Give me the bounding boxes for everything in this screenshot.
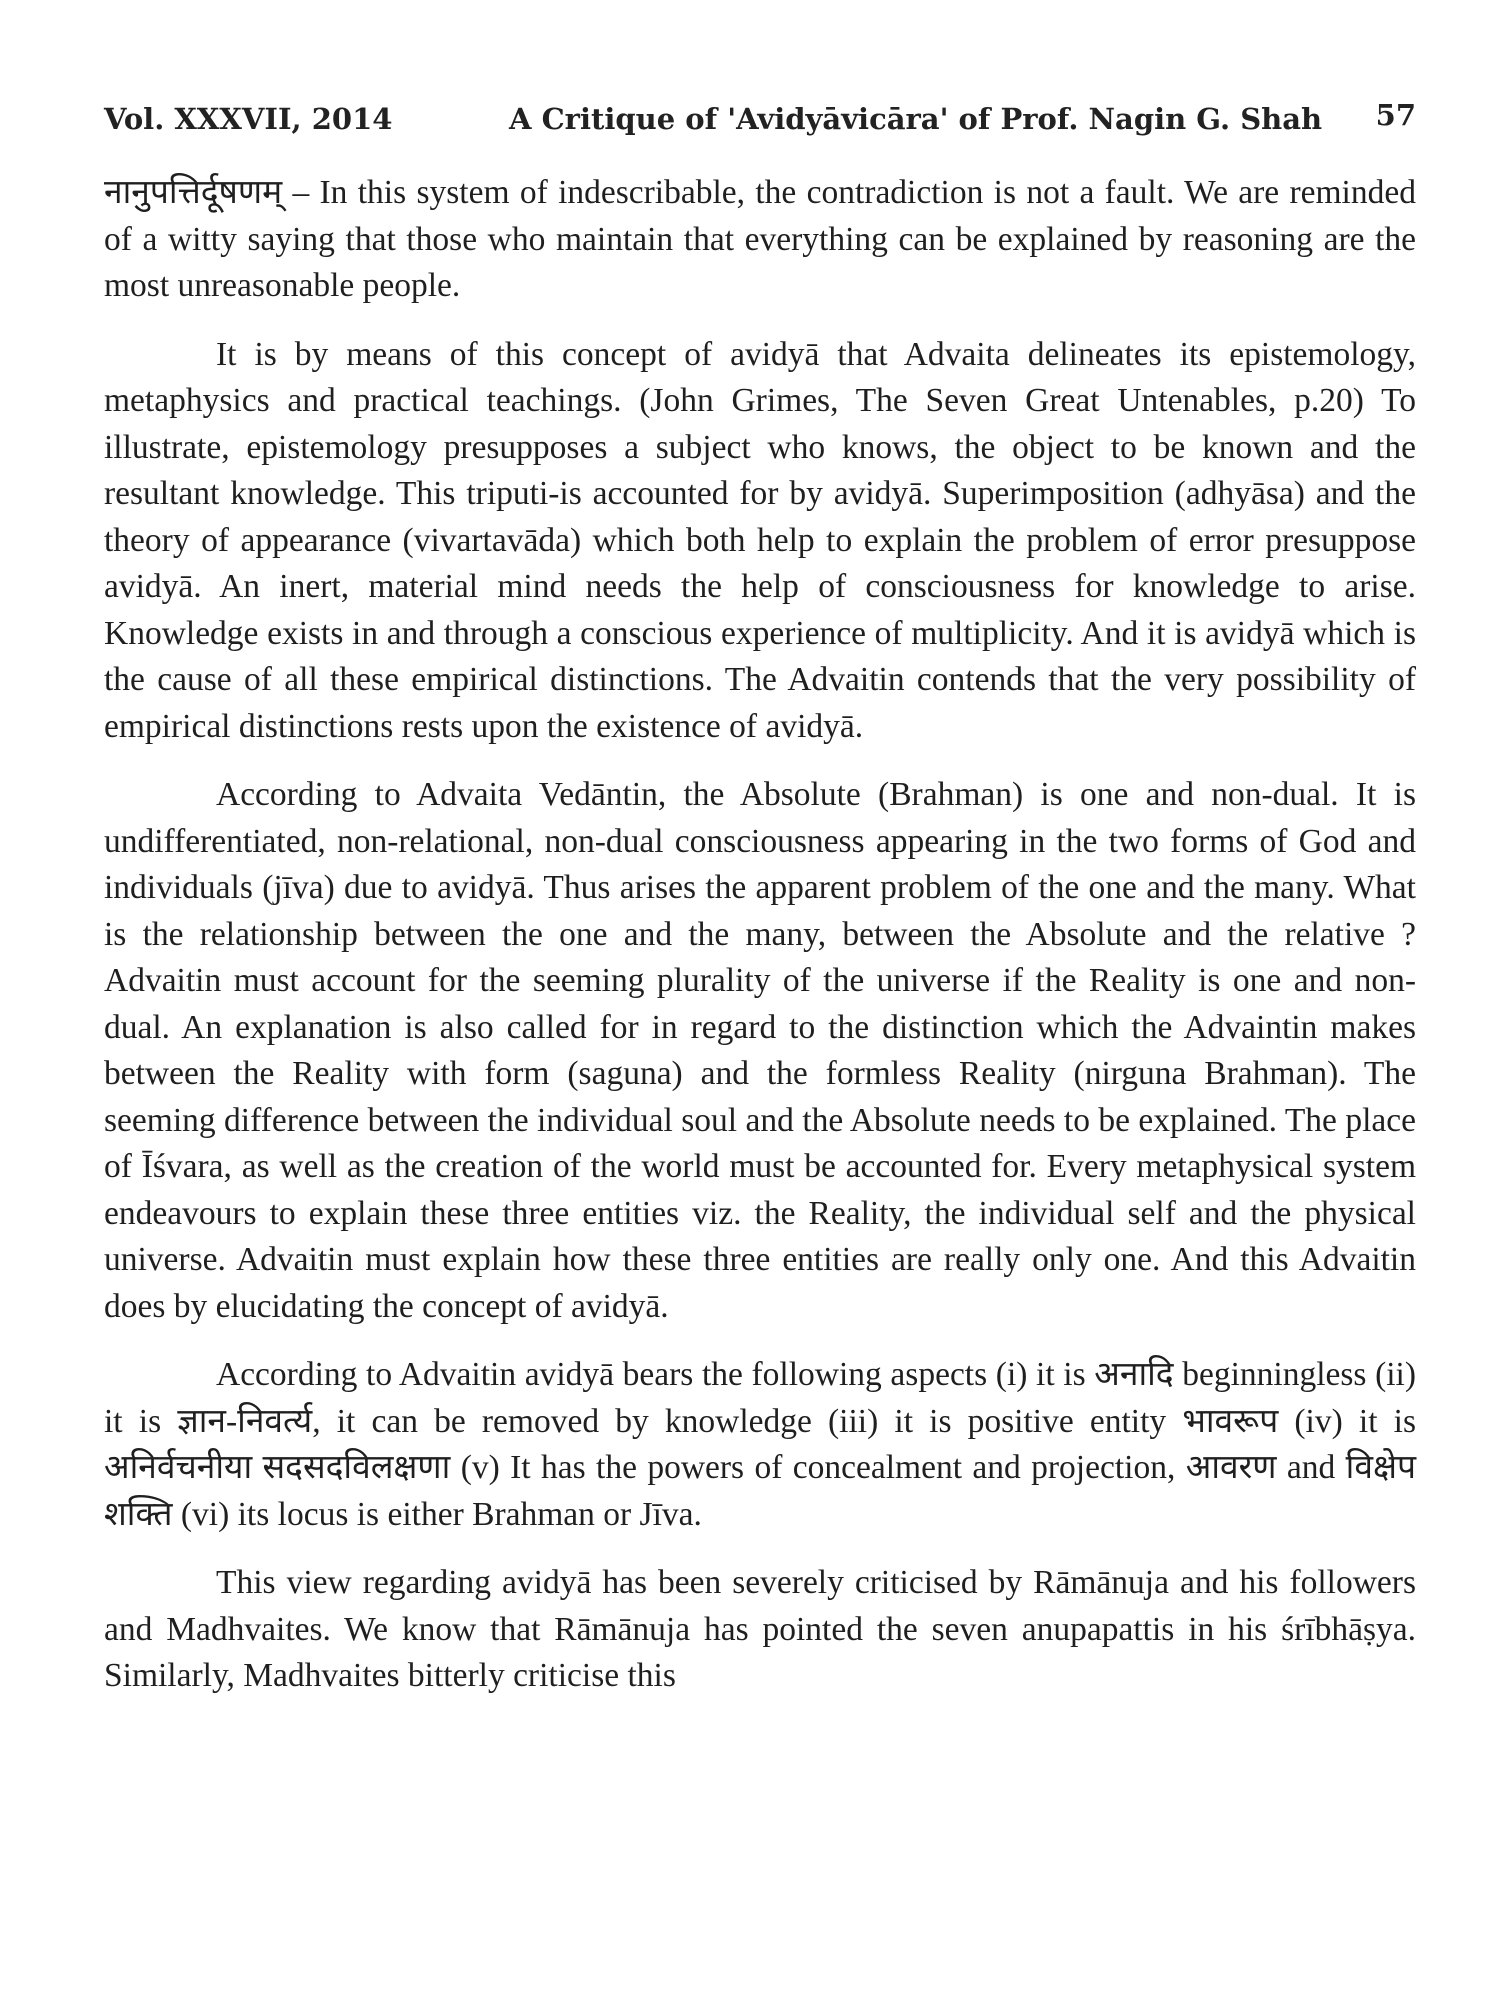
body-text	[104, 170, 1416, 1700]
paragraph-1: नानुपत्तिर्दूषणम् – In this system of indescribable, the contradiction is not a fault. We are reminded of a witty saying that those who maintain that everything can be explained by reasoning are the most unreasonable people.	[104, 174, 1416, 304]
book-page	[104, 92, 1416, 1972]
paragraph-4: According to Advaitin avidyā bears the following aspects (i) it is अनादि beginningless (ii) it is ज्ञान-निवर्त्य, it can be removed by knowledge (iii) it is positive entity भावरूप (iv) it is अनिर्वचनीया सदसदविलक्षणा (v) It has the powers of concealment and projection, आवरण and विक्षेप शक्ति (vi) its locus is either Brahman or Jīva.	[104, 1356, 1416, 1533]
page-number: 57	[1375, 98, 1416, 132]
volume-label: Vol. XXXVII, 2014	[104, 102, 393, 136]
paragraph-5: This view regarding avidyā has been severely criticised by Rāmānuja and his followers and Madhvaites. We know that Rāmānuja has pointed the seven anupapattis in his śrībhāṣya. Similarly, Madhvaites bitterly criticise this	[104, 1564, 1416, 1694]
article-title: A Critique of 'Avidyāvicāra' of Prof. Nagin G. Shah	[509, 102, 1323, 136]
paragraph-3: According to Advaita Vedāntin, the Absolute (Brahman) is one and non-dual. It is undifferentiated, non-relational, non-dual consciousness appearing in the two forms of God and individuals (jīva) due to avidyā. Thus arises the apparent problem of the one and the many. What is the relationship between the one and the many, between the Absolute and the relative ? Advaitin must account for the seeming plurality of the universe if the Reality is one and non-dual. An explanation is also called for in regard to the distinction which the Advaintin makes between the Reality with form (saguna) and the formless Reality (nirguna Brahman). The seeming difference between the individual soul and the Absolute needs to be explained. The place of Īśvara, as well as the creation of the world must be accounted for. Every metaphysical system endeavours to explain these three entities viz. the Reality, the individual self and the physical universe. Advaitin must explain how these three entities are really only one. And this Advaitin does by elucidating the concept of avidyā.	[104, 776, 1416, 1325]
paragraph-2: It is by means of this concept of avidyā that Advaita delineates its epistemology, metaphysics and practical teachings. (John Grimes, The Seven Great Untenables, p.20) To illustrate, epistemology presupposes a subject who knows, the object to be known and the resultant knowledge. This triputi-is accounted for by avidyā. Superimposition (adhyāsa) and the theory of appearance (vivartavāda) which both help to explain the problem of error presuppose avidyā. An inert, material mind needs the help of consciousness for knowledge to arise. Knowledge exists in and through a conscious experience of multiplicity. And it is avidyā which is the cause of all these empirical distinctions. The Advaitin contends that the very possibility of empirical distinctions rests upon the existence of avidyā.	[104, 335, 1416, 745]
running-header	[104, 92, 1416, 148]
